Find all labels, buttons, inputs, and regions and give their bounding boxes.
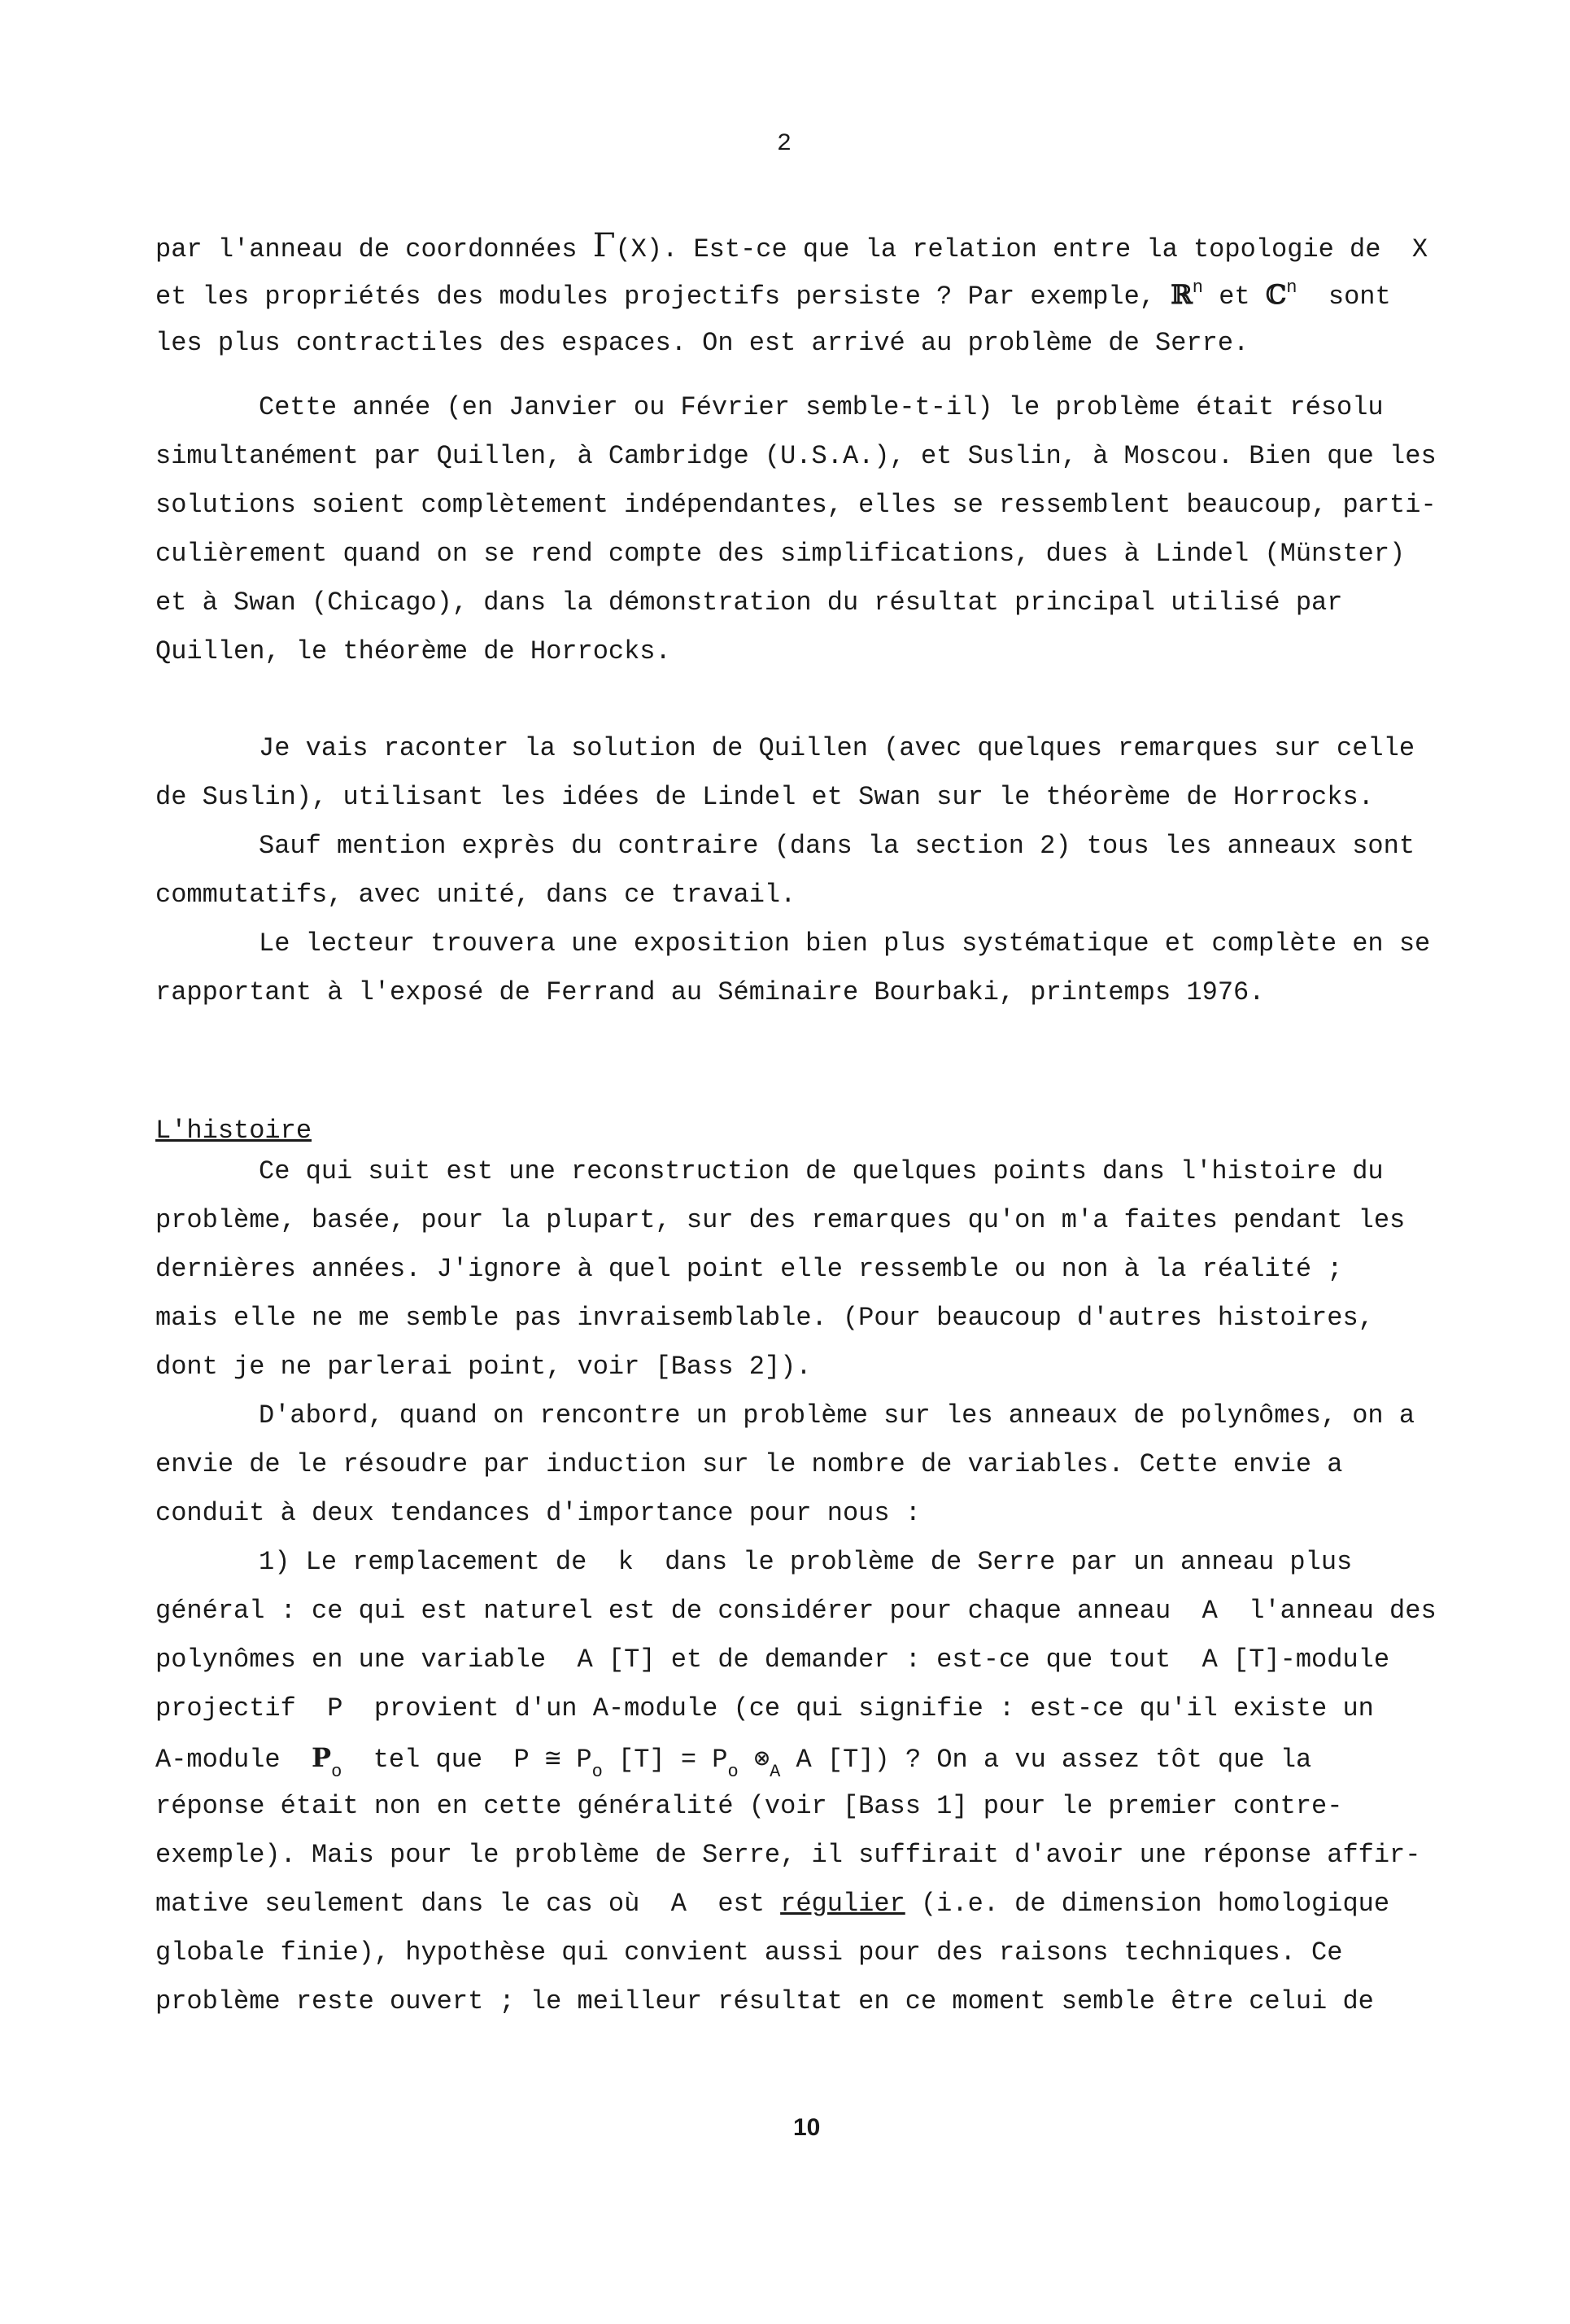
text-line: polynômes en une variable A [T] et de demander : est-ce que tout A [T]-module [155, 1645, 1390, 1675]
text-line: réponse était non en cette généralité (voir [Bass 1] pour le premier contre- [155, 1791, 1343, 1821]
header-page-number: 2 [777, 130, 792, 158]
text-span: sont [1297, 282, 1391, 312]
text-line: dont je ne parlerai point, voir [Bass 2]). [155, 1352, 812, 1382]
text-span: tel que P ≅ P [342, 1745, 592, 1775]
text-line [155, 278, 1391, 313]
gamma-symbol: Γ [592, 227, 616, 264]
text-line: Sauf mention exprès du contraire (dans la section 2) tous les anneaux sont [259, 831, 1415, 861]
superscript: n [1192, 277, 1203, 298]
text-line: globale finie), hypothèse qui convient aussi pour des raisons techniques. Ce [155, 1937, 1343, 1968]
text-span: A [T]) ? On a vu assez tôt que la [780, 1745, 1312, 1775]
reals-symbol: ℝ [1171, 279, 1193, 310]
text-span: et les propriétés des modules projectifs persiste ? Par exemple, [155, 282, 1171, 312]
text-line: problème reste ouvert ; le meilleur résultat en ce moment semble être celui de [155, 1986, 1374, 2016]
text-line: solutions soient complètement indépendantes, elles se ressemblent beaucoup, parti- [155, 490, 1437, 520]
text-line: conduit à deux tendances d'importance pour nous : [155, 1498, 921, 1528]
text-span: A-module [155, 1745, 312, 1775]
text-line: culièrement quand on se rend compte des simplifications, dues à Lindel (Münster) [155, 539, 1406, 569]
text-line [155, 1741, 1312, 1782]
text-line: envie de le résoudre par induction sur le nombre de variables. Cette envie a [155, 1449, 1343, 1479]
text-line: problème, basée, pour la plupart, sur des remarques qu'on m'a faites pendant les [155, 1205, 1406, 1235]
text-line: dernières années. J'ignore à quel point elle ressemble ou non à la réalité ; [155, 1254, 1343, 1284]
subscript: o [727, 1762, 739, 1782]
text-line: 1) Le remplacement de k dans le problème de Serre par un anneau plus [259, 1547, 1353, 1577]
text-line: les plus contractiles des espaces. On est arrivé au problème de Serre. [155, 328, 1249, 358]
text-line: Cette année (en Janvier ou Février semble-t-il) le problème était résolu [259, 392, 1384, 422]
text-line: mais elle ne me semble pas invraisemblable. (Pour beaucoup d'autres histoires, [155, 1303, 1374, 1333]
emphasized-term: régulier [780, 1889, 905, 1919]
tensor-symbol: ⊗ [738, 1745, 770, 1775]
text-line: projectif P provient d'un A-module (ce qui signifie : est-ce qu'il existe un [155, 1693, 1374, 1723]
text-span: par l'anneau de coordonnées [155, 234, 593, 264]
text-line: rapportant à l'exposé de Ferrand au Séminaire Bourbaki, printemps 1976. [155, 977, 1265, 1007]
text-line: Quillen, le théorème de Horrocks. [155, 636, 671, 666]
text-line: de Suslin), utilisant les idées de Lindel et Swan sur le théorème de Horrocks. [155, 782, 1374, 812]
subscript: o [331, 1762, 342, 1782]
text-span: mative seulement dans le cas où A est [155, 1889, 781, 1919]
math-symbol: P [312, 1742, 332, 1773]
text-line: Je vais raconter la solution de Quillen (avec quelques remarques sur celle [259, 733, 1415, 763]
footer-page-number: 10 [793, 2114, 821, 2141]
subscript: o [591, 1762, 603, 1782]
text-line: Ce qui suit est une reconstruction de quelques points dans l'histoire du [259, 1156, 1384, 1186]
text-line [155, 229, 1428, 266]
text-line: simultanément par Quillen, à Cambridge (U.S.A.), et Suslin, à Moscou. Bien que les [155, 441, 1437, 471]
text-span: [T] = P [602, 1745, 728, 1775]
text-line: Le lecteur trouvera une exposition bien plus systématique et complète en se [259, 928, 1431, 959]
section-heading: L'histoire [155, 1116, 312, 1146]
text-line: et à Swan (Chicago), dans la démonstration du résultat principal utilisé par [155, 588, 1343, 618]
text-line: commutatifs, avec unité, dans ce travail. [155, 880, 796, 910]
text-line: D'abord, quand on rencontre un problème sur les anneaux de polynômes, on a [259, 1400, 1415, 1431]
text-span: (i.e. de dimension homologique [905, 1889, 1390, 1919]
complex-symbol: ℂ [1265, 279, 1287, 310]
text-span: et [1203, 282, 1266, 312]
text-line: exemple). Mais pour le problème de Serre, il suffirait d'avoir une réponse affir- [155, 1840, 1421, 1870]
text-line [155, 1888, 1389, 1920]
text-span: (X). Est-ce que la relation entre la topologie de X [615, 234, 1428, 264]
superscript: n [1286, 277, 1297, 298]
text-line: général : ce qui est naturel est de considérer pour chaque anneau A l'anneau des [155, 1596, 1437, 1626]
subscript: A [770, 1762, 781, 1782]
